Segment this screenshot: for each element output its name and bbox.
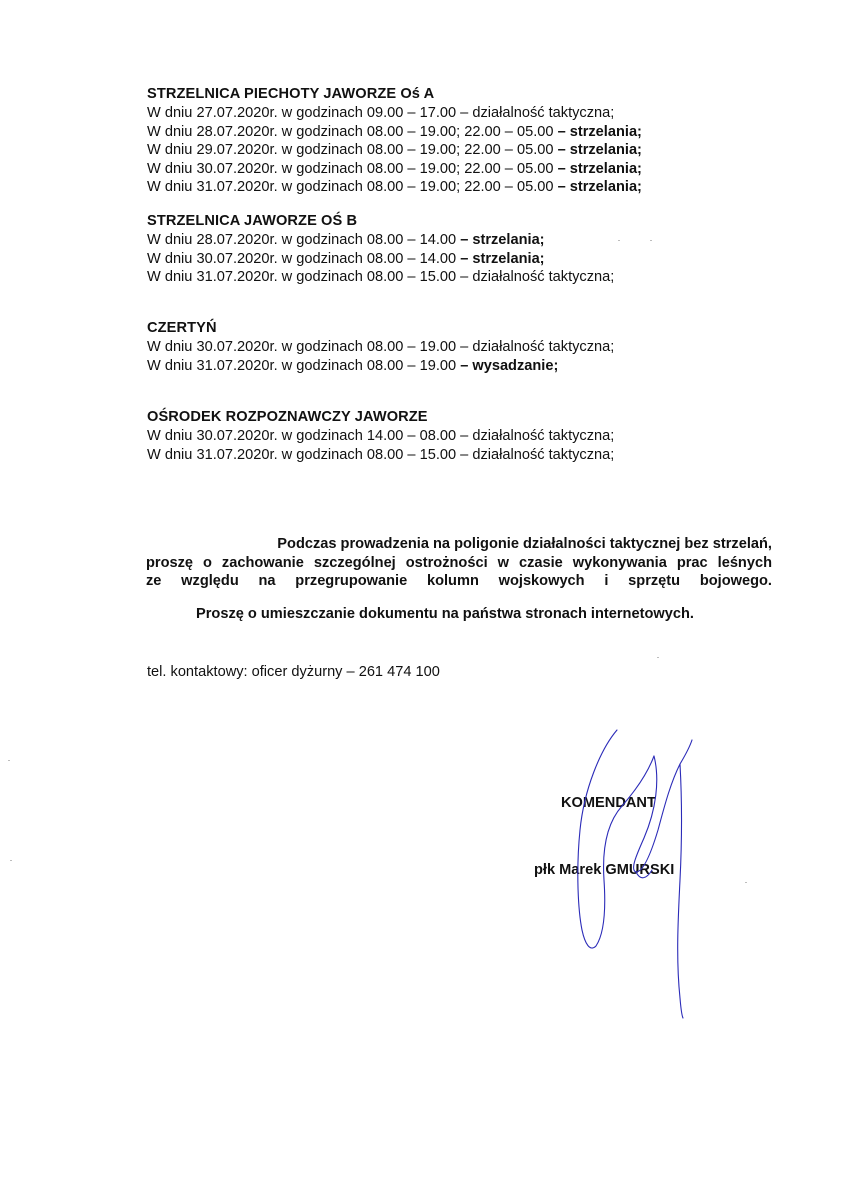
schedule-line: W dniu 29.07.2020r. w godzinach 08.00 – 19.00; 22.00 – 05.00 – strzelania; — [147, 142, 642, 159]
scan-speck — [10, 860, 12, 861]
scan-speck — [745, 882, 747, 883]
scan-speck — [657, 657, 659, 658]
notice-line: ze względu na przegrupowanie kolumn wojskowych i sprzętu bojowego. — [146, 573, 772, 590]
schedule-line: W dniu 30.07.2020r. w godzinach 08.00 – 19.00 – działalność taktyczna; — [147, 339, 615, 356]
section-title: CZERTYŃ — [147, 320, 217, 336]
schedule-line: W dniu 30.07.2020r. w godzinach 08.00 – 19.00; 22.00 – 05.00 – strzelania; — [147, 160, 642, 177]
schedule-line: W dniu 31.07.2020r. w godzinach 08.00 – 15.00 – działalność taktyczna; — [147, 269, 615, 286]
publish-request: Proszę o umieszczanie dokumentu na państwa stronach internetowych. — [196, 606, 694, 622]
notice-line: Podczas prowadzenia na poligonie działalności taktycznej bez strzelań, — [277, 536, 772, 552]
schedule-line: W dniu 31.07.2020r. w godzinach 08.00 – 19.00 – wysadzanie; — [147, 357, 559, 374]
schedule-line: W dniu 28.07.2020r. w godzinach 08.00 – 19.00; 22.00 – 05.00 – strzelania; — [147, 123, 642, 140]
scan-speck — [618, 240, 620, 241]
signatory-title: KOMENDANT — [561, 795, 656, 811]
handwritten-signature — [540, 720, 720, 1020]
contact-phone: tel. kontaktowy: oficer dyżurny – 261 474 100 — [147, 664, 440, 680]
scan-speck — [8, 760, 10, 761]
schedule-line: W dniu 30.07.2020r. w godzinach 08.00 – 14.00 – strzelania; — [147, 250, 545, 267]
schedule-line: W dniu 27.07.2020r. w godzinach 09.00 – 17.00 – działalność taktyczna; — [147, 105, 615, 122]
section-title: STRZELNICA JAWORZE OŚ B — [147, 213, 358, 229]
scan-speck — [650, 240, 652, 241]
schedule-line: W dniu 31.07.2020r. w godzinach 08.00 – 15.00 – działalność taktyczna; — [147, 446, 615, 463]
schedule-line: W dniu 30.07.2020r. w godzinach 14.00 – 08.00 – działalność taktyczna; — [147, 428, 615, 445]
schedule-line: W dniu 28.07.2020r. w godzinach 08.00 – 14.00 – strzelania; — [147, 232, 545, 249]
section-strzelnica-piechoty — [147, 85, 747, 196]
signatory-name: płk Marek GMURSKI — [534, 862, 675, 878]
safety-notice — [146, 535, 772, 591]
section-czertyn — [147, 319, 747, 375]
section-title: OŚRODEK ROZPOZNAWCZY JAWORZE — [147, 409, 428, 425]
schedule-line: W dniu 31.07.2020r. w godzinach 08.00 – 19.00; 22.00 – 05.00 – strzelania; — [147, 179, 642, 196]
section-strzelnica-jaworze-b — [147, 212, 747, 287]
section-title: STRZELNICA PIECHOTY JAWORZE Oś A — [147, 86, 435, 102]
notice-line: proszę o zachowanie szczególnej ostrożności w czasie wykonywania prac leśnych — [146, 554, 772, 571]
section-osrodek-rozpoznawczy — [147, 408, 747, 464]
